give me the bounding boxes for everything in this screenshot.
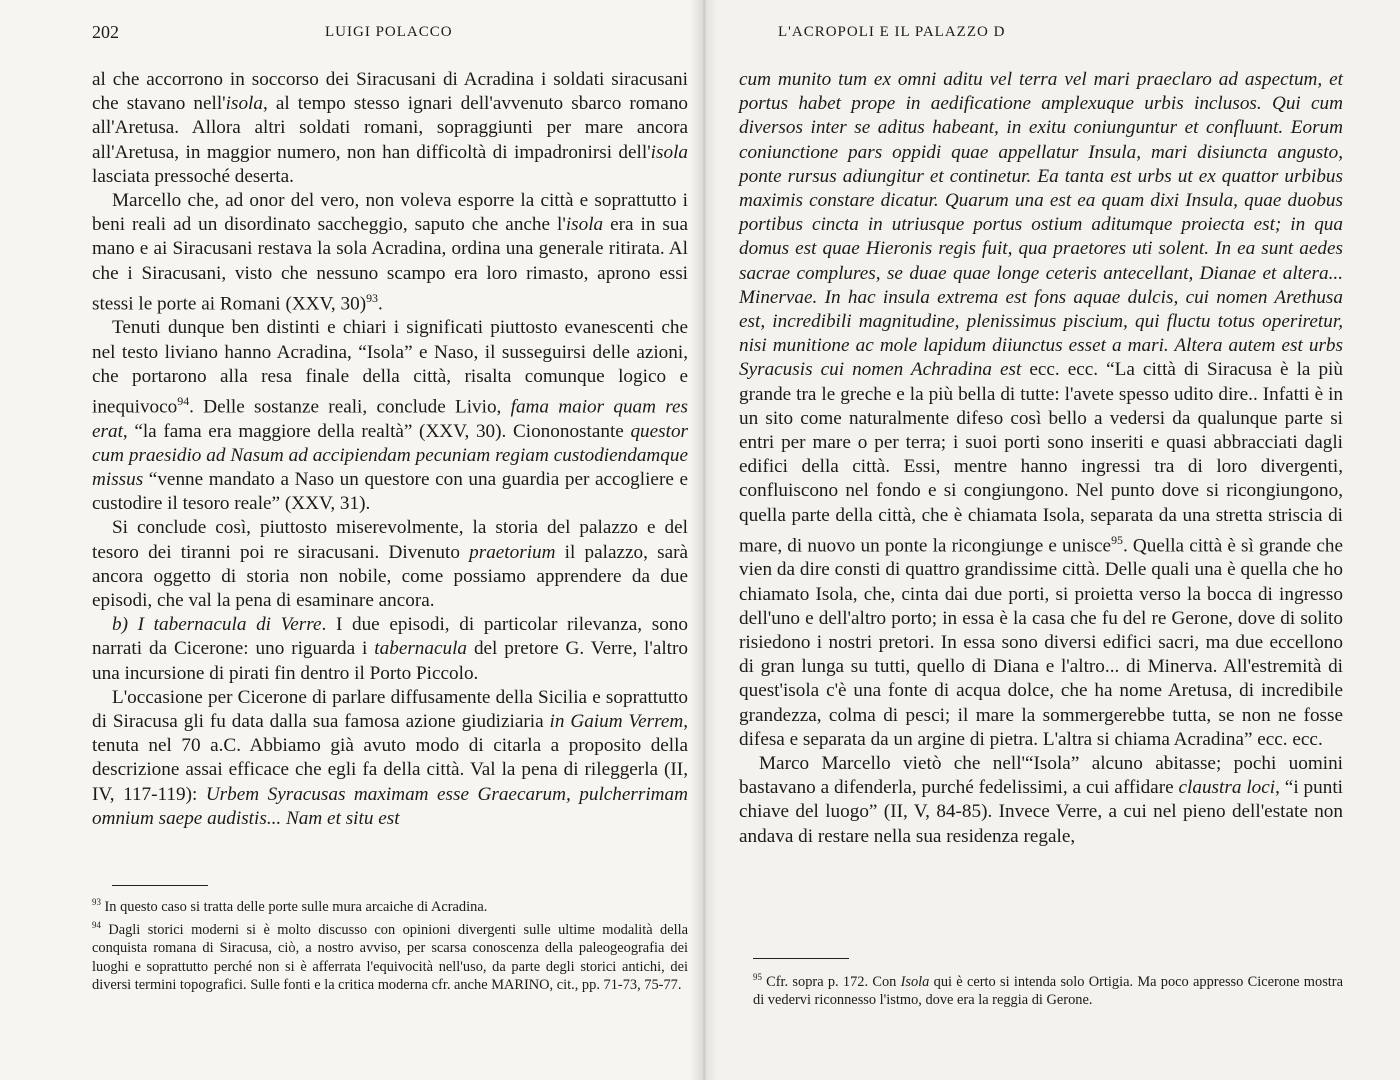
text-run: era in sua mano e ai Siracusani restava la sola Acradina, ordina una generale ritirata. Al che i Siracusani, visto che nessuno scampo era loro rimasto, aprono essi stessi le porte ai Romani (XXV, 30) <box>92 214 688 315</box>
italic-text: isola <box>650 141 688 163</box>
left-body-text <box>92 68 688 831</box>
text-run: . Quella città è sì grande che vien da dire consti di quattro grandissime città. Delle quali una è quella che ho chiamato Isola, che, cinta dai due porti, si proietta verso la bocca di ingresso dell'uno e dell'altro porto; in essa è la casa che fu del re Gerone, dove di solito risiedono i nostri pretori. In essa sono diversi edifici sacri, ma due eccellono di gran lunga su tutti, quello di Diana e l'altro... di Minerva. All'estremità di quest'isola c'è una fonte di acqua dolce, che ha nome Aretusa, di incredibile grandezza, colma di pesci; il mare la sommergerebbe tutta, se non ne fosse difesa e separata da un argine di pietra. L'altra si chiama Acradina” ecc. ecc. <box>739 535 1343 750</box>
text-run: , “la fama era maggiore della realtà” (XXV, 30). Ciononostante <box>122 420 631 442</box>
italic-text: fama maior quam res erat <box>92 396 688 442</box>
text-run: Cfr. sopra p. 172. Con <box>761 973 901 990</box>
italic-text: questor cum praesidio ad Nasum ad accipiendam pecuniam regiam custodiendamque missus <box>92 420 688 491</box>
running-head-author: LUIGI POLACCO <box>325 24 453 40</box>
paragraph <box>92 686 688 831</box>
text-run: Marco Marcello vietò che nell'“Isola” alcuno abitasse; pochi uomini bastavano a difenderla, purché fedelissimi, a cui affidare <box>739 753 1343 799</box>
paragraph <box>92 516 688 613</box>
footnote <box>92 893 688 916</box>
text-run: del pretore G. Verre, l'altro una incursione di pirati fin dentro il Porto Piccolo. <box>92 638 688 684</box>
paragraph <box>92 189 688 316</box>
text-run: qui è certo si intenda solo Ortigia. Ma poco appresso Cicerone mostra di vedervi riconnesso l'istmo, dove era la reggia di Gerone. <box>753 973 1343 1009</box>
note-reference: 93 <box>92 897 101 907</box>
footnote <box>92 916 688 994</box>
text-run: . I due episodi, di particolar rilevanza, sono narrati da Cicerone: uno riguarda i <box>92 614 688 660</box>
note-reference: 95 <box>753 972 762 982</box>
text-run: Tenuti dunque ben distinti e chiari i significati piuttosto evanescenti che nel testo liviano hanno Acradina, “Isola” e Naso, il susseguirsi delle azioni, che portarono alla resa finale della città, risalta comunque logico e inequivoco <box>92 317 688 418</box>
footnote <box>753 968 1343 1010</box>
text-run: al che accorrono in soccorso dei Siracusani di Acradina i soldati siracusani che stavano nell' <box>92 69 688 115</box>
text-run: . <box>378 293 383 315</box>
paragraph <box>739 68 1343 752</box>
text-run: il palazzo, sarà ancora oggetto di storia non nobile, come possiamo apprendere da due episodi, che val la pena di esaminare ancora. <box>92 541 688 612</box>
text-run: “venne mandato a Naso un questore con una guardia per accogliere e custodire il tesoro reale” (XXV, 31). <box>92 469 688 515</box>
left-footnote-rule <box>112 885 208 886</box>
paragraph <box>92 613 688 686</box>
text-run: Si conclude così, piuttosto miserevolmente, la storia del palazzo e del tesoro dei tiranni poi re siracusani. Divenuto <box>92 517 688 563</box>
text-run: Dagli storici moderni si è molto discusso con opinioni divergenti sulle ultime modalità della conquista romana di Siracusa, ciò, a nostro avviso, per scarsa conoscenza della paleogeografia dei luoghi e soprattutto perché non si è afferrata l'equivocità nell'uso, da parte degli storici antichi, dei diversi termini topografici. Sulle fonti e la critica moderna cfr. anche MARINO, cit., pp. 71-73, 75-77. <box>92 922 688 994</box>
text-run: ecc. ecc. “La città di Siracusa è la più grande tra le greche e la più bella di tutte: l'avete spesso udito dire.. Infatti è in un sito come naturalmente difeso così bello a vedersi da qualunque parte si entri per mare o per terra; i suoi porti sono inseriti e quasi abbracciati dagli edifici della città. Essi, mentre hanno ingressi tra di loro divergenti, confluiscono nel fondo e si congiungono. Nel punto dove si ricongiungono, quella parte della città, che è chiamata Isola, separata da una stretta striscia di mare, di nuovo un ponte la ricongiunge e unisce <box>739 359 1343 557</box>
text-run: . Delle sostanze reali, conclude Livio, <box>189 396 511 418</box>
page-number: 202 <box>92 22 119 42</box>
running-head-title: L'ACROPOLI E IL PALAZZO D <box>778 24 1006 40</box>
paragraph <box>92 68 688 189</box>
text-run: L'occasione per Cicerone di parlare diffusamente della Sicilia e soprattutto di Siracusa gli fu data dalla sua famosa azione giudiziaria <box>92 686 688 733</box>
italic-text: tabernacula <box>374 638 468 660</box>
italic-text: Isola <box>900 973 930 990</box>
italic-text: in Gaium Verrem <box>549 711 684 733</box>
paragraph <box>739 752 1343 849</box>
left-footnotes <box>92 893 688 995</box>
right-body-text <box>739 68 1343 849</box>
italic-text: claustra loci <box>1178 777 1276 799</box>
note-reference: 95 <box>1111 532 1123 547</box>
right-footnote-rule <box>753 958 849 959</box>
note-reference: 94 <box>177 394 190 409</box>
text-run: lasciata pressoché deserta. <box>92 165 294 187</box>
note-reference: 94 <box>92 920 101 931</box>
italic-text: isola <box>225 93 263 115</box>
italic-text: isola <box>565 214 604 236</box>
text-run: In questo caso si tratta delle porte sulle mura arcaiche di Acradina. <box>100 898 488 915</box>
note-reference: 93 <box>366 290 378 305</box>
text-run: , “i punti chiave del luogo” (II, V, 84-85). Invece Verre, a cui nel pieno dell'estate non andava di restare nella sua residenza regale, <box>739 777 1343 847</box>
italic-text: praetorium <box>469 541 556 563</box>
text-run: , tenuta nel 70 a.C. Abbiamo già avuto modo di citarla a proposito della descrizione assai efficace che egli fa della città. Val la pena di rileggerla (II, IV, 117-119): <box>92 711 688 805</box>
text-run: , al tempo stesso ignari dell'avvenuto sbarco romano all'Aretusa. Allora altri soldati romani, sopraggiunti per mare ancora all'Aretusa, in maggior numero, non han difficoltà di impadronirsi dell' <box>92 93 689 163</box>
italic-text: Urbem Syracusas maximam esse Graecarum, pulcherrimam omnium saepe audistis... Nam et situ est <box>92 783 688 829</box>
paragraph <box>92 316 688 516</box>
text-run: Marcello che, ad onor del vero, non voleva esporre la città e soprattutto i beni reali ad un disordinato saccheggio, saputo che anche l' <box>92 190 688 236</box>
right-footnotes <box>753 968 1343 1010</box>
italic-text: cum munito tum ex omni aditu vel terra vel mari praeclaro ad aspectum, et portus habet prope in aedificatione amplexuque urbis inclusos. Qui cum diversos inter se aditus habeant, in exitu coniunguntur et confluunt. Eorum coniunctione pars oppidi quae appellatur Insula, mari disiuncta angusto, ponte rursus adiungitur et continetur. Ea tanta est urbs ut ex quattor urbibus maximis constare dicatur. Quarum una est ea quam dixi Insula, quae duobus portibus cincta in utriusque portus ostium aditumque proiecta est; in qua domus est quae Hieronis regis fuit, qua praetores uti solent. In ea sunt aedes sacrae complures, se duae quae longe ceteris antecellant, Dianae et altera... Minervae. In hac insula extrema est fons aquae dulcis, cui nomen Arethusa est, incredibili magnitudine, plenissimus piscium, qui fluctu totus operiretur, nisi munitione ac mole lapidum diiunctus esset a mari. Altera autem est urbs Syracusis cui nomen Achradina est <box>739 69 1343 381</box>
italic-text: b) I tabernacula di Verre <box>112 614 322 636</box>
